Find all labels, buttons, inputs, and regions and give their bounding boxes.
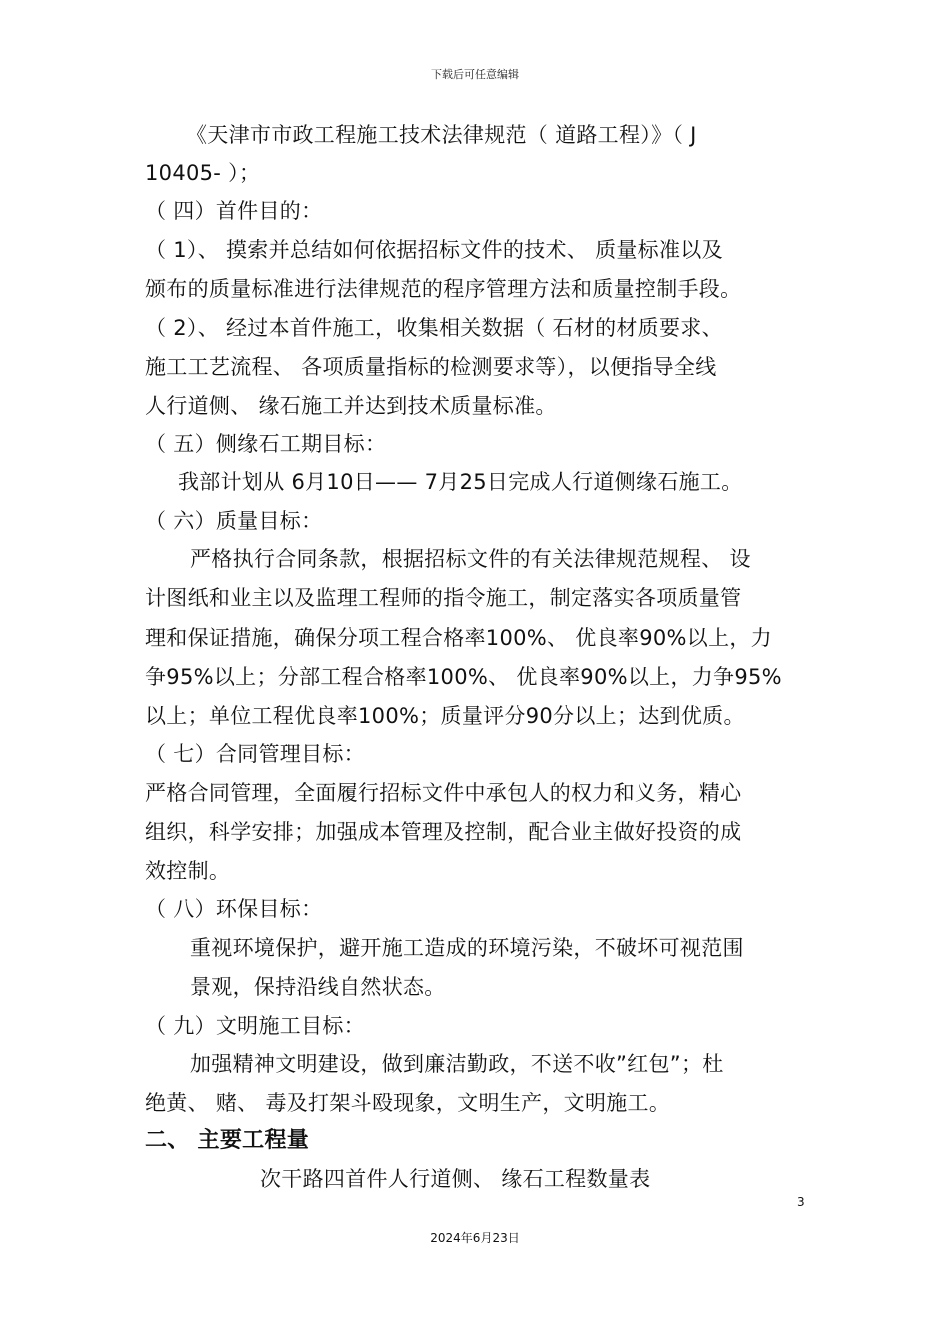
text-line: 加强精神文明建设，做到廉洁勤政，不送不收”红包”；杜 [190,1052,724,1076]
text-line: 严格合同管理，全面履行招标文件中承包人的权力和义务，精心 [145,781,742,805]
page-header-note: 下载后可任意编辑 [431,68,519,81]
text-line: 施工工艺流程、 各项质量指标的检测要求等），以便指导全线 [145,355,717,379]
table-title: 次干路四首件人行道侧、 缘石工程数量表 [260,1167,651,1191]
section-heading: （ 六）质量目标： [145,509,323,533]
text-line: 我部计划从 6月10日—— 7月25日完成人行道侧缘石施工。 [178,470,743,494]
text-line: （ 2）、 经过本首件施工，收集相关数据（ 石材的材质要求、 [145,316,723,340]
text-line: 重视环境保护，避开施工造成的环境污染，不破坏可视范围 [190,936,744,960]
text-line: 景观，保持沿线自然状态。 [190,975,446,999]
page-number: 3 [797,1195,805,1209]
text-line: 10405- ）； [145,161,261,185]
section-heading: （ 五）侧缘石工期目标： [145,432,387,456]
section-heading: （ 八）环保目标： [145,897,323,921]
text-line: 组织，科学安排；加强成本管理及控制，配合业主做好投资的成 [145,820,742,844]
text-line: （ 1）、 摸索并总结如何依据招标文件的技术、 质量标准以及 [145,238,723,262]
text-line: 严格执行合同条款，根据招标文件的有关法律规范规程、 设 [190,547,751,571]
footer-date: 2024年6月23日 [430,1231,520,1245]
text-line: 颁布的质量标准进行法律规范的程序管理方法和质量控制手段。 [145,277,742,301]
section-heading: （ 四）首件目的： [145,199,323,223]
text-line: 以上；单位工程优良率100%；质量评分90分以上；达到优质。 [145,704,745,728]
text-line: 绝黄、 赌、 毒及打架斗殴现象，文明生产，文明施工。 [145,1091,671,1115]
section-heading: （ 七）合同管理目标： [145,742,365,766]
text-line: 争95%以上；分部工程合格率100%、 优良率90%以上，力争95% [145,665,782,689]
section-heading: （ 九）文明施工目标： [145,1014,365,1038]
text-line: 人行道侧、 缘石施工并达到技术质量标准。 [145,394,557,418]
chapter-heading: 二、 主要工程量 [145,1128,310,1153]
text-line: 计图纸和业主以及监理工程师的指令施工，制定落实各项质量管 [145,586,742,610]
text-line: 效控制。 [145,859,231,883]
text-line: 理和保证措施，确保分项工程合格率100%、 优良率90%以上，力 [145,626,772,650]
text-line: 《天津市市政工程施工技术法律规范（ 道路工程）》（ J [186,123,697,147]
